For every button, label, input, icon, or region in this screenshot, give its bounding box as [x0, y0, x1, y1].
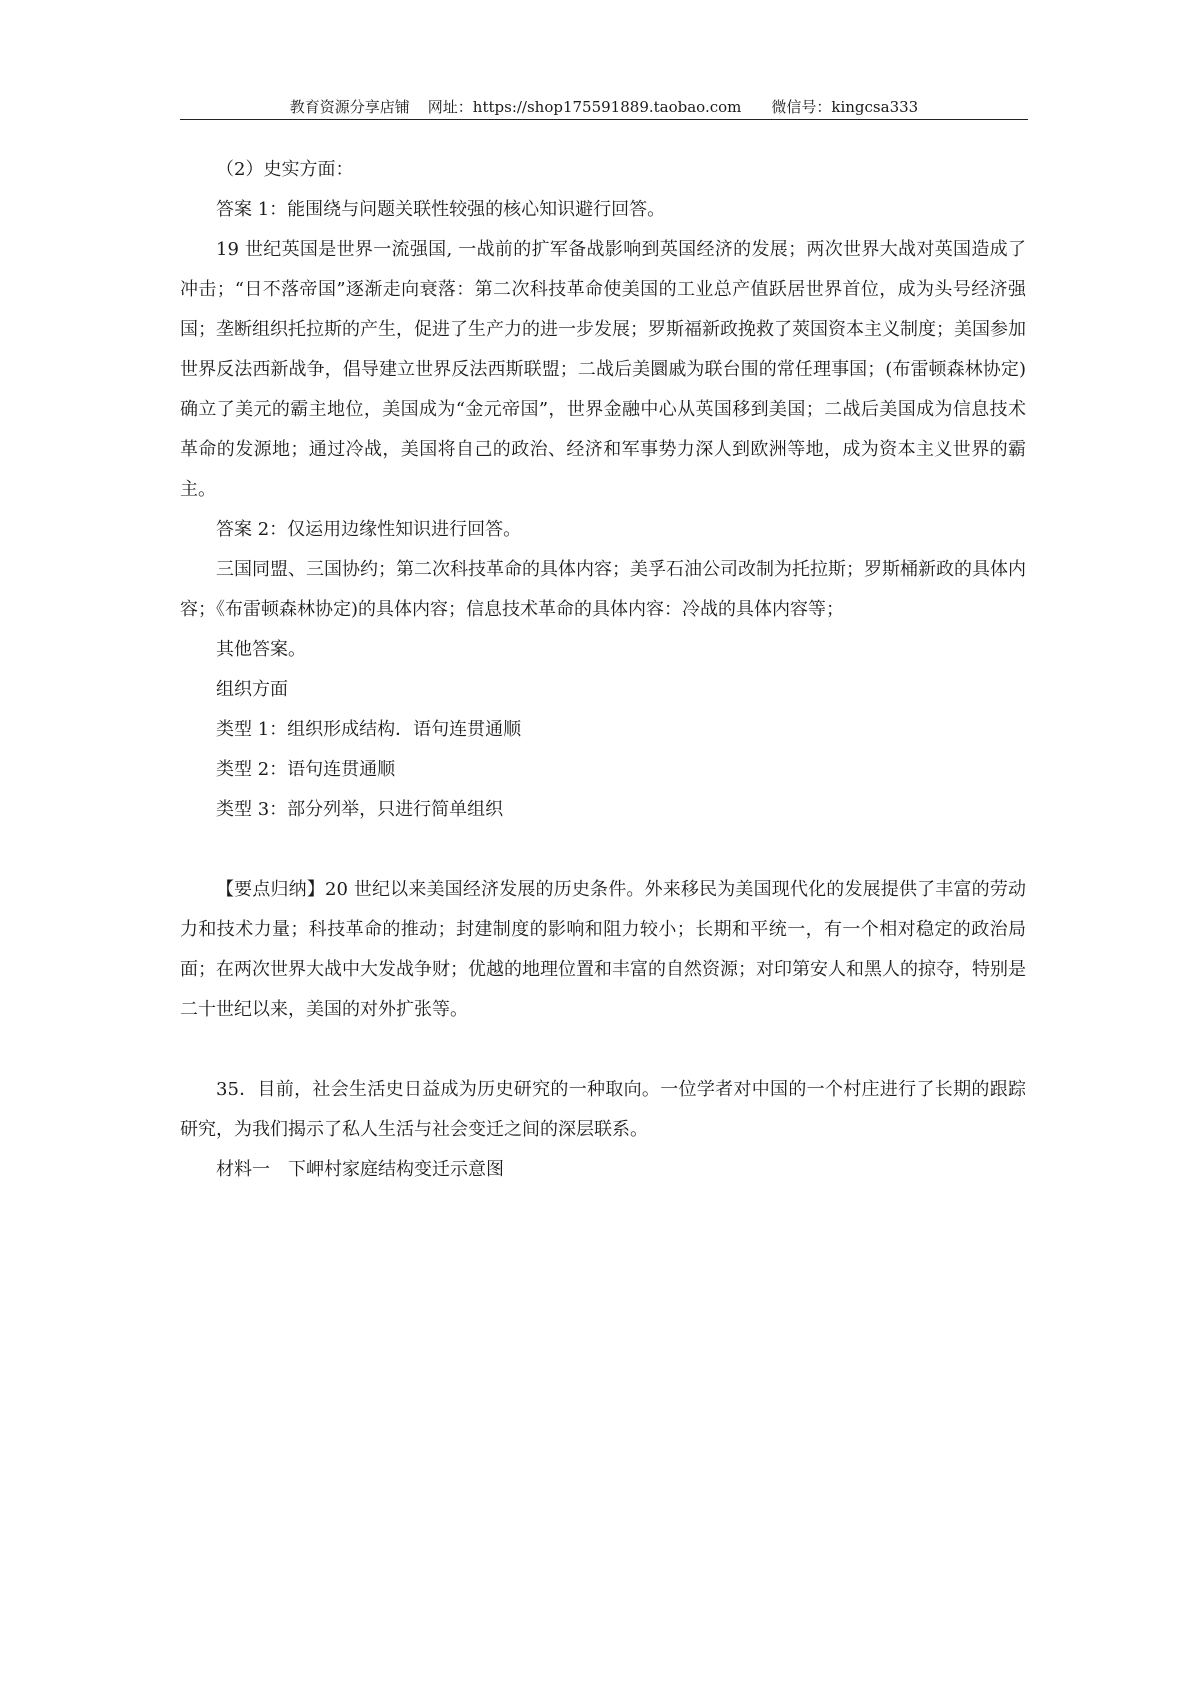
- section-heading-organization: 组织方面: [216, 679, 288, 700]
- document-body: [180, 150, 1026, 1190]
- answer-2-label: 答案 2：仅运用边缘性知识进行回答。: [216, 519, 522, 540]
- organization-type-1: 类型 1：组织形成结构．语句连贯通顺: [216, 719, 522, 740]
- header-website: 网址：https://shop175591889.taobao.com: [427, 98, 742, 116]
- page-header: [180, 96, 1028, 118]
- header-divider: [180, 119, 1028, 120]
- answer-1-label: 答案 1：能围绕与问题关联性较强的核心知识避行回答。: [216, 199, 666, 220]
- header-shop-name: 教育资源分享店铺: [289, 98, 410, 116]
- header-wechat: 微信号：kingcsa333: [771, 98, 919, 116]
- question-35-stem: 35．目前，社会生活史日益成为历史研究的一种取向。一位学者对中国的一个村庄进行了长期的跟踪研究，为我们揭示了私人生活与社会变迁之间的深层联系。: [180, 1079, 1026, 1140]
- organization-type-2: 类型 2：语句连贯通顺: [216, 759, 396, 780]
- other-answers: 其他答案。: [216, 639, 306, 660]
- spacer: [180, 1030, 1026, 1070]
- material-1-caption: 材料一 下岬村家庭结构变迁示意图: [216, 1159, 504, 1180]
- answer-1-body: 19 世纪英国是世界一流强国, 一战前的扩军备战影响到英国经济的发展；两次世界大战对英国造成了冲击；“日不落帝国”逐渐走向衰落：第二次科技革命使美国的工业总产值跃居世界首位，成为头号经济强国；垄断组织托拉斯的产生，促进了生产力的进一步发展；罗斯福新政挽救了莢国资本主义制度；美国参加世界反法西新战争，倡导建立世界反法西斯联盟；二战后美圜戚为联台围的常任理事国；(布雷顿森林协定)确立了美元的霸主地位，美国成为“金元帝国”，世界金融中心从英国移到美国；二战后美国成为信息技术革命的发源地；通过冷战，美国将自己的政治、经济和军事势力深人到欧洲等地，成为资本主义世界的霸主。: [180, 239, 1026, 500]
- section-heading-facts: （2）史实方面：: [216, 159, 354, 180]
- answer-2-body: 三国同盟、三国协约；第二次科技革命的具体内容；美孚石油公司改制为托拉斯；罗斯桶新政的具体内容；《布雷顿森林协定)的具体内容；信息技术革命的具体内容：冷战的具体内容等；: [180, 559, 1026, 620]
- key-points-summary: 【要点归纳】20 世纪以来美国经济发展的历史条件。外来移民为美国现代化的发展提供了丰富的劳动力和技术力量；科技革命的推动；封建制度的影响和阻力较小；长期和平统一，有一个相对稳定的政治局面；在两次世界大战中大发战争财；优越的地理位置和丰富的自然资源；对印第安人和黑人的掠夺，特别是二十世纪以来，美国的对外扩张等。: [180, 879, 1026, 1020]
- spacer: [180, 830, 1026, 870]
- organization-type-3: 类型 3：部分列举，只进行简单组织: [216, 799, 504, 820]
